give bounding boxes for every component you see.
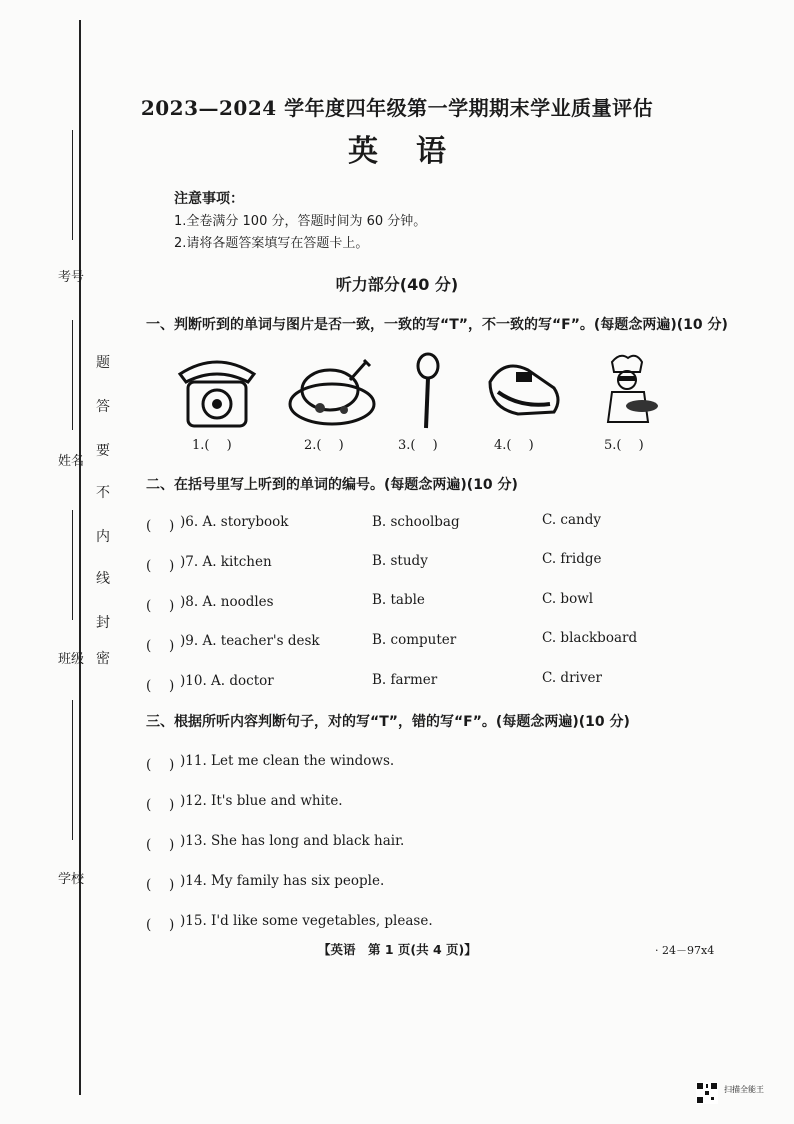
option-c: C. driver xyxy=(542,670,602,686)
answer-blank: ( ) xyxy=(146,877,175,893)
picture-label: 5.( ) xyxy=(604,438,644,453)
answer-blank: ( ) xyxy=(146,837,175,853)
option-a: )10. A. doctor xyxy=(180,673,274,689)
field-class: 班级 xyxy=(58,652,85,667)
field-exam-number: 考号 xyxy=(58,270,85,285)
seal-char: 不 xyxy=(96,485,110,501)
picture-label: 4.( ) xyxy=(494,438,534,453)
roast-chicken-icon xyxy=(286,352,378,432)
note-item: 2.请将各题答案填写在答题卡上。 xyxy=(174,236,369,251)
section1-title: 一、判断听到的单词与图片是否一致，一致的写“T”，不一致的写“F”。(每题念两遍)(10 分) xyxy=(146,317,728,333)
field-line-school xyxy=(72,700,73,840)
answer-blank: ( ) xyxy=(146,757,175,773)
listening-title: 听力部分(40 分) xyxy=(335,275,459,294)
answer-blank: ( ) xyxy=(146,917,175,933)
picture-label: 2.( ) xyxy=(304,438,344,453)
scanner-badge: 扫描全能王 xyxy=(724,1085,764,1094)
answer-blank: ( ) xyxy=(146,558,175,574)
seal-char: 要 xyxy=(96,443,110,459)
answer-blank: ( ) xyxy=(146,797,175,813)
answer-blank: ( ) xyxy=(146,518,175,534)
exam-title: 2023—2024 学年度四年级第一学期期末学业质量评估 xyxy=(140,96,654,120)
telephone-icon xyxy=(172,352,262,432)
option-a: )7. A. kitchen xyxy=(180,554,272,570)
option-b: B. computer xyxy=(372,632,457,648)
field-name: 姓名 xyxy=(58,454,85,469)
sentence: )13. She has long and black hair. xyxy=(180,833,405,849)
option-b: B. schoolbag xyxy=(372,514,460,530)
answer-blank: ( ) xyxy=(146,678,175,694)
option-b: B. farmer xyxy=(372,672,438,688)
picture-label: 3.( ) xyxy=(398,438,438,453)
option-b: B. study xyxy=(372,553,428,569)
option-a: )6. A. storybook xyxy=(180,514,289,530)
option-a: )9. A. teacher's desk xyxy=(180,633,320,649)
page-footer: 【英语 第 1 页(共 4 页)】 xyxy=(318,942,477,957)
answer-blank: ( ) xyxy=(146,598,175,614)
sentence: )11. Let me clean the windows. xyxy=(180,753,395,769)
option-c: C. fridge xyxy=(542,551,602,567)
seal-char: 线 xyxy=(96,571,110,587)
seal-char: 答 xyxy=(96,399,110,415)
seal-char: 密 xyxy=(96,651,110,667)
option-c: C. candy xyxy=(542,512,602,528)
section2-title: 二、在括号里写上听到的单词的编号。(每题念两遍)(10 分) xyxy=(146,477,518,493)
note-item: 1.全卷满分 100 分，答题时间为 60 分钟。 xyxy=(174,214,427,229)
field-line-class xyxy=(72,510,73,620)
field-school: 学校 xyxy=(58,872,85,887)
binding-line xyxy=(79,20,81,1095)
paper-code: · 24－97x4 xyxy=(655,944,715,957)
cook-icon xyxy=(590,352,670,432)
subject-title: 英语 xyxy=(348,134,484,169)
section3-title: 三、根据所听内容判断句子，对的写“T”，错的写“F”。(每题念两遍)(10 分) xyxy=(146,714,630,730)
sentence: )15. I'd like some vegetables, please. xyxy=(180,913,433,929)
qr-code-icon xyxy=(696,1082,718,1104)
sentence: )12. It's blue and white. xyxy=(180,793,343,809)
option-c: C. bowl xyxy=(542,591,594,607)
seal-char: 封 xyxy=(96,615,110,631)
spoon-icon xyxy=(408,352,448,432)
seal-char: 内 xyxy=(96,529,110,545)
picture-label: 1.( ) xyxy=(192,438,232,453)
option-c: C. blackboard xyxy=(542,630,638,646)
answer-blank: ( ) xyxy=(146,638,175,654)
sentence: )14. My family has six people. xyxy=(180,873,385,889)
shoe-icon xyxy=(484,352,564,432)
option-b: B. table xyxy=(372,592,425,608)
seal-char: 题 xyxy=(96,355,110,371)
option-a: )8. A. noodles xyxy=(180,594,274,610)
notes-heading: 注意事项： xyxy=(174,191,244,207)
field-line-name xyxy=(72,320,73,430)
